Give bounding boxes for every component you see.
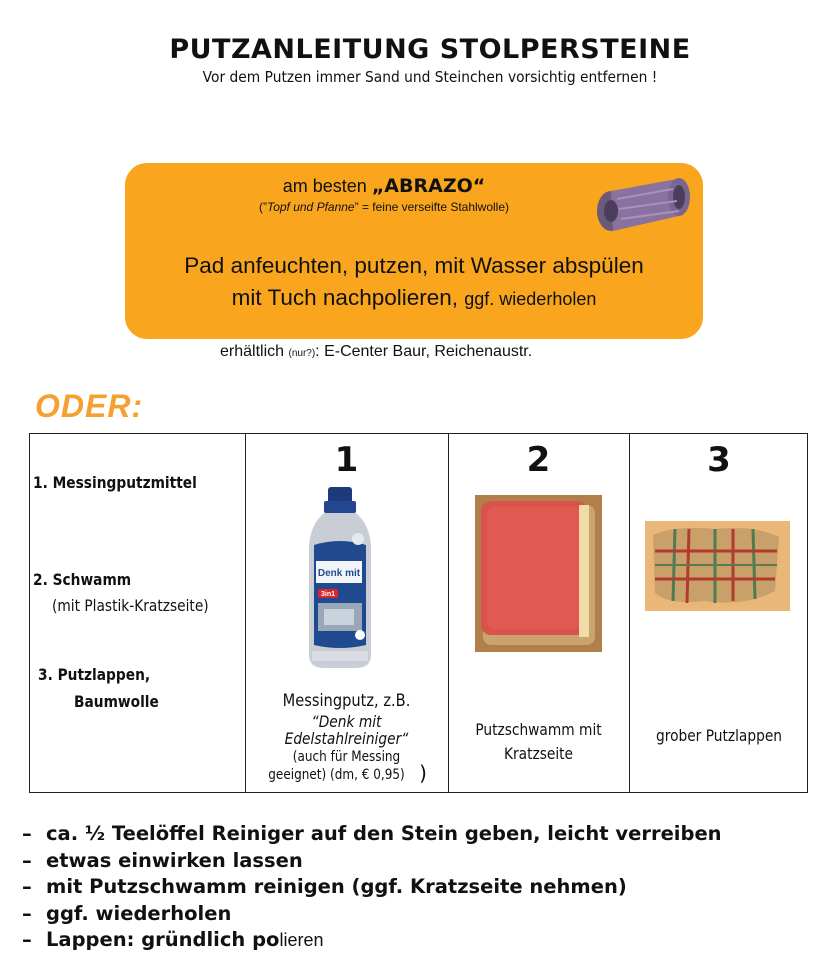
list-item: – etwas einwirken lassen: [22, 848, 303, 872]
bottle-brand-label: Denk mit: [317, 568, 361, 579]
caption-1-line4: (auch für Messing: [292, 749, 401, 765]
column-number-1: 1: [334, 440, 359, 480]
caption-1-line3: Edelstahlreiniger“: [284, 729, 409, 748]
oder-label: ODER:: [35, 388, 144, 424]
caption-1-line5: geeignet) (dm, € 0,95): [268, 767, 405, 783]
table-divider: [629, 434, 630, 792]
caption-3-line1: grober Putzlappen: [655, 726, 783, 745]
bottle-badge-label: 3in1: [320, 591, 336, 598]
list-item: – Lappen: gründlich polieren: [22, 928, 324, 951]
abrazo-instruction-2: mit Tuch nachpolieren, ggf. wiederholen: [231, 285, 597, 310]
abrazo-brand: „ABRAZO“: [371, 175, 486, 197]
instruction-list: [22, 822, 722, 955]
caption-2-line2: Kratzseite: [503, 744, 574, 763]
page-subtitle: Vor dem Putzen immer Sand und Steinchen vorsichtig entfernen !: [202, 68, 658, 86]
sponge-image: [475, 495, 602, 652]
column-number-2: 2: [526, 440, 551, 480]
page-title: PUTZANLEITUNG STOLPERSTEINE: [169, 34, 691, 65]
item-label-2: 2. Schwamm: [33, 570, 132, 589]
abrazo-instruction-1: Pad anfeuchten, putzen, mit Wasser abspülen: [184, 253, 644, 278]
cleaning-cloth-image: [645, 521, 790, 611]
products-table: [29, 433, 808, 793]
caption-2-line1: Putzschwamm mit: [475, 720, 602, 739]
caption-1-line1: Messingputz, z.B.: [282, 691, 411, 711]
item-label-1: 1. Messingputzmittel: [33, 473, 197, 492]
list-item: – mit Putzschwamm reinigen (ggf. Kratzseite nehmen): [22, 875, 627, 898]
table-divider: [245, 434, 246, 792]
abrazo-box: [125, 163, 703, 339]
column-number-3: 3: [707, 440, 731, 480]
table-divider: [448, 434, 449, 792]
abrazo-recommendation: am besten „ABRAZO“: [282, 175, 486, 197]
caption-1-line2: “Denk mit: [311, 712, 382, 731]
cleaner-bottle-image: [304, 485, 376, 671]
item-sublabel-3: Baumwolle: [74, 692, 159, 711]
list-item: – ggf. wiederholen: [22, 901, 232, 925]
caption-1-paren: ): [419, 761, 427, 785]
list-item: – ca. ½ Teelöffel Reiniger auf den Stein geben, leicht verreiben: [22, 822, 722, 845]
availability-note: erhältlich (nur?): E-Center Baur, Reichenaustr.: [220, 343, 533, 360]
item-label-3: 3. Putzlappen,: [38, 665, 151, 684]
steel-wool-pad-image: [593, 173, 691, 237]
abrazo-description: (”Topf und Pfanne” = feine verseifte Stahlwolle): [258, 200, 510, 214]
item-sublabel-2: (mit Plastik-Kratzseite): [52, 596, 209, 615]
